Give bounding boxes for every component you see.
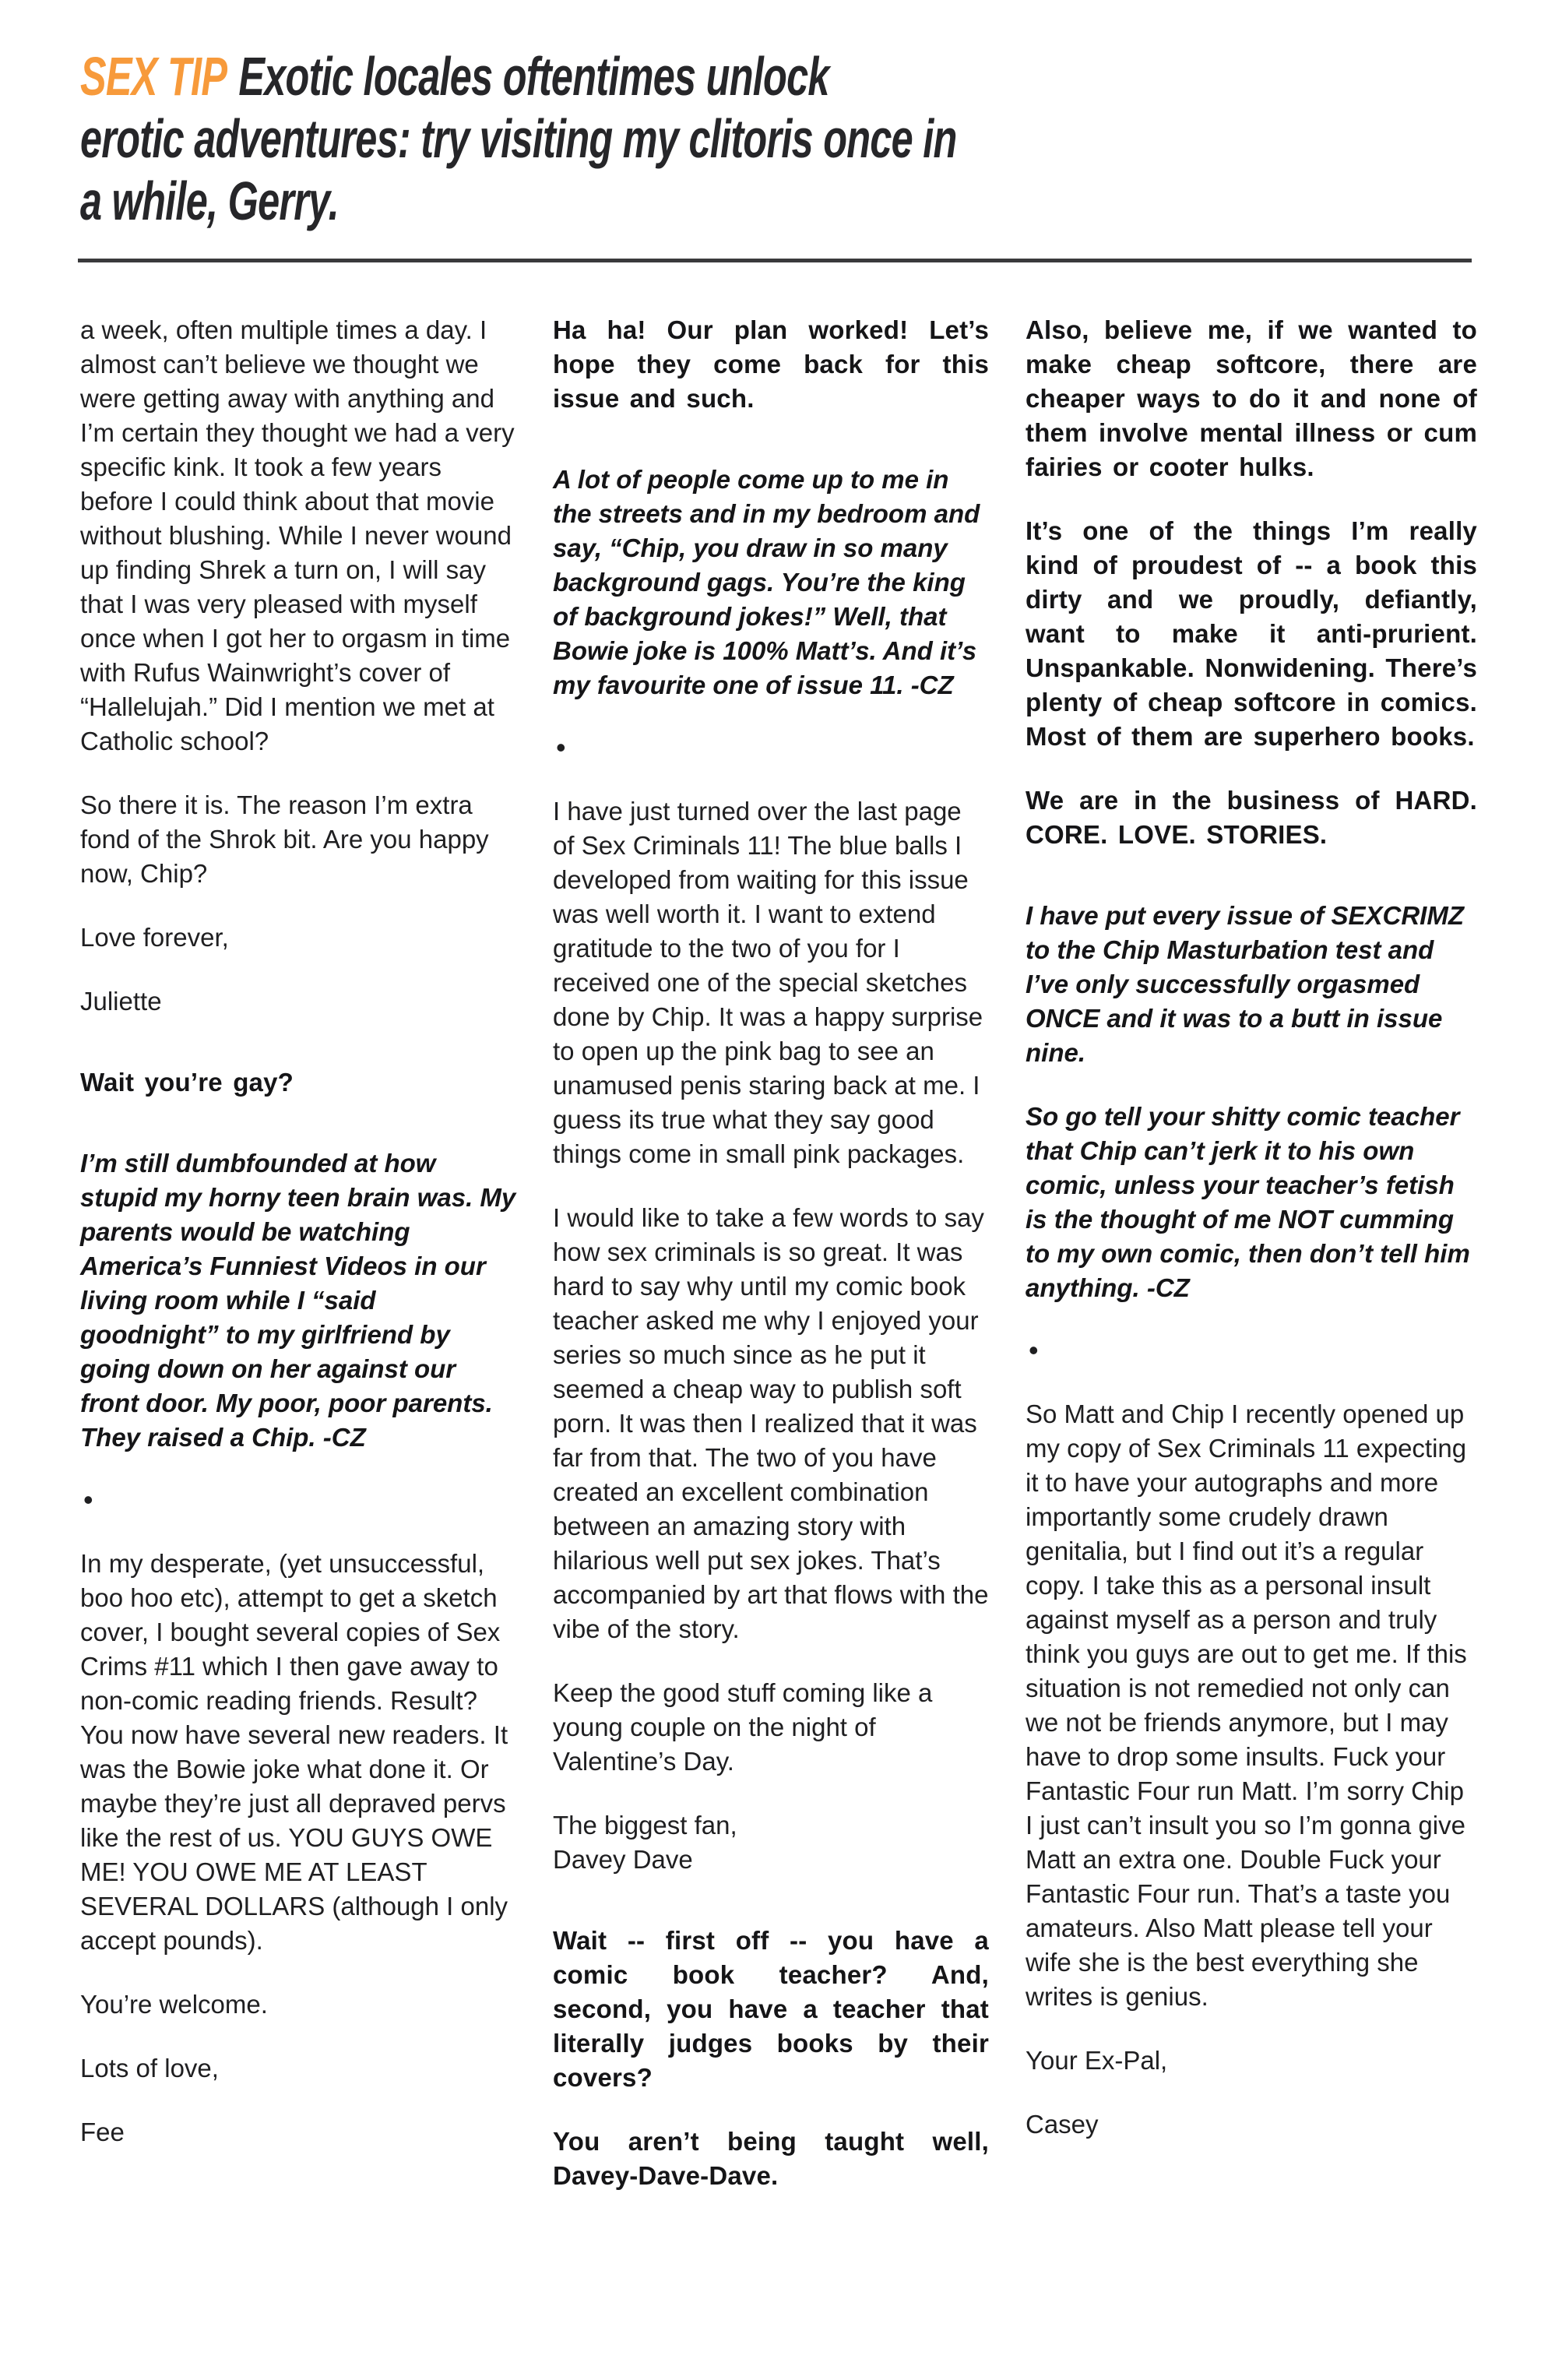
letter-paragraph: So there it is. The reason I’m extra fond of the Shrok bit. Are you happy now, Chip? [80, 790, 489, 888]
letter-continuation: a week, often multiple times a day. I almost can’t believe we thought we were getting away with anything and I’m certain they thought we had a very specific kink. It took a few years before I could think about that movie without blushing. While I never wound up finding Shrek a turn on, I will say that I was very pleased with myself once when I got her to orgasm in time with Rufus Wainwright’s cover of “Hallelujah.” Did I mention we met at Catholic school? [80, 315, 515, 755]
editor-response: Ha ha! Our plan worked! Let’s hope they come back for this issue and such. [553, 315, 989, 413]
letter-signature: Davey Dave [553, 1845, 693, 1874]
letter-signature: Juliette [80, 987, 162, 1016]
editor-response: We are in the business of HARD. CORE. LOVE. STORIES. [1026, 786, 1477, 849]
letter-paragraph: I have just turned over the last page of Sex Criminals 11! The blue balls I developed from waiting for this issue was well worth it. I want to extend gratitude to the two of you for I received one of the special sketches done by Chip. It was a happy surprise to open up the pink bag to see an unamused penis staring back at me. I guess its true what they say good things come in small pink packages. [553, 797, 983, 1168]
column-right [1026, 313, 1477, 2223]
letter-paragraph: Keep the good stuff coming like a young couple on the night of Valentine’s Day. [553, 1678, 933, 1776]
bullet-separator: • [1029, 1334, 1039, 1366]
letter-signoff: Lots of love, [80, 2054, 219, 2082]
letter-signoff: The biggest fan, [553, 1811, 737, 1840]
column-middle [553, 313, 989, 2223]
editor-response: It’s one of the things I’m really kind of proudest of -- a book this dirty and we proudly, defiantly, want to make it anti-prurient. Unspankable. Nonwidening. There’s plenty of cheap softcore in comics. Most of them are superhero books. [1026, 516, 1477, 751]
letter-signature: Casey [1026, 2110, 1099, 2139]
header-line-3: a while, Gerry. [80, 171, 339, 231]
letter-signoff: Your Ex-Pal, [1026, 2046, 1168, 2075]
letter-paragraph: In my desperate, (yet unsuccessful, boo hoo etc), attempt to get a sketch cover, I bought several copies of Sex Crims #11 which I then gave away to non-comic reading friends. Result? You now have several new readers. It was the Bowie joke what done it. Or maybe they’re just all depraved pervs like the rest of us. YOU GUYS OWE ME! YOU OWE ME AT LEAST SEVERAL DOLLARS (although I only accept pounds). [80, 1549, 508, 1955]
letter-paragraph: You’re welcome. [80, 1990, 268, 2019]
letter-paragraph: I would like to take a few words to say how sex criminals is so great. It was hard to say why until my comic book teacher asked me why I enjoyed your series so much since as he put it seemed a cheap way to publish soft porn. It was then I realized that it was far from that. The two of you have created an excellent combination between an amazing story with hilarious well put sex jokes. That’s accompanied by art that flows with the vibe of the story. [553, 1203, 989, 1643]
editor-response: Also, believe me, if we wanted to make cheap softcore, there are cheaper ways to do it and none of them involve mental illness or cum fairies or cooter hulks. [1026, 315, 1477, 481]
page-header [80, 45, 957, 232]
letter-paragraph: So Matt and Chip I recently opened up my copy of Sex Criminals 11 expecting it to have your autographs and more importantly some crudely drawn genitalia, but I find out it’s a regular copy. I take this as a personal insult against myself as a person and truly think you guys are out to get me. If this situation is not remedied not only can we not be friends anymore, but I may have to drop some insults. Fuck your Fantastic Four run Matt. I’m sorry Chip I just can’t insult you so I’m gonna give Matt an extra one. Double Fuck your Fantastic Four run. That’s a taste you amateurs. Also Matt please tell your wife she is the best everything she writes is genius. [1026, 1399, 1467, 2011]
divider-rule [78, 259, 1472, 262]
chip-response: A lot of people come up to me in the streets and in my bedroom and say, “Chip, you draw in so many background gags. You’re the king of background jokes!” Well, that Bowie joke is 100% Matt’s. And it’s my favourite one of issue 11. -CZ [553, 465, 980, 699]
sex-tip-label: SEX TIP [80, 46, 227, 107]
header-line-1-text: Exotic locales oftentimes unlock [238, 46, 829, 107]
editor-response: You aren’t being taught well, Davey-Dave-Dave. [553, 2127, 989, 2190]
chip-response: I’m still dumbfounded at how stupid my horny teen brain was. My parents would be watching America’s Funniest Videos in our living room while I “said goodnight” to my girlfriend by going down on her against our front door. My poor, poor parents. They raised a Chip. -CZ [80, 1149, 516, 1452]
chip-response: So go tell your shitty comic teacher that Chip can’t jerk it to his own comic, unless your teacher’s fetish is the thought of me NOT cumming to my own comic, then don’t tell him anything. -CZ [1026, 1102, 1470, 1302]
header-line-1 [80, 45, 957, 107]
editor-response: Wait -- first off -- you have a comic book teacher? And, second, you have a teacher that literally judges books by their covers? [553, 1926, 989, 2092]
header-line-2: erotic adventures: try visiting my clitoris once in [80, 108, 957, 169]
column-left [80, 313, 516, 2223]
letters-columns [80, 313, 1477, 2223]
bullet-separator: • [83, 1484, 93, 1516]
bullet-separator: • [556, 731, 566, 763]
letter-signoff: Love forever, [80, 923, 229, 952]
editor-response: Wait you’re gay? [80, 1068, 294, 1097]
chip-response: I have put every issue of SEXCRIMZ to the Chip Masturbation test and I’ve only successfully orgasmed ONCE and it was to a butt in issue nine. [1026, 901, 1464, 1067]
letter-signature: Fee [80, 2118, 125, 2146]
